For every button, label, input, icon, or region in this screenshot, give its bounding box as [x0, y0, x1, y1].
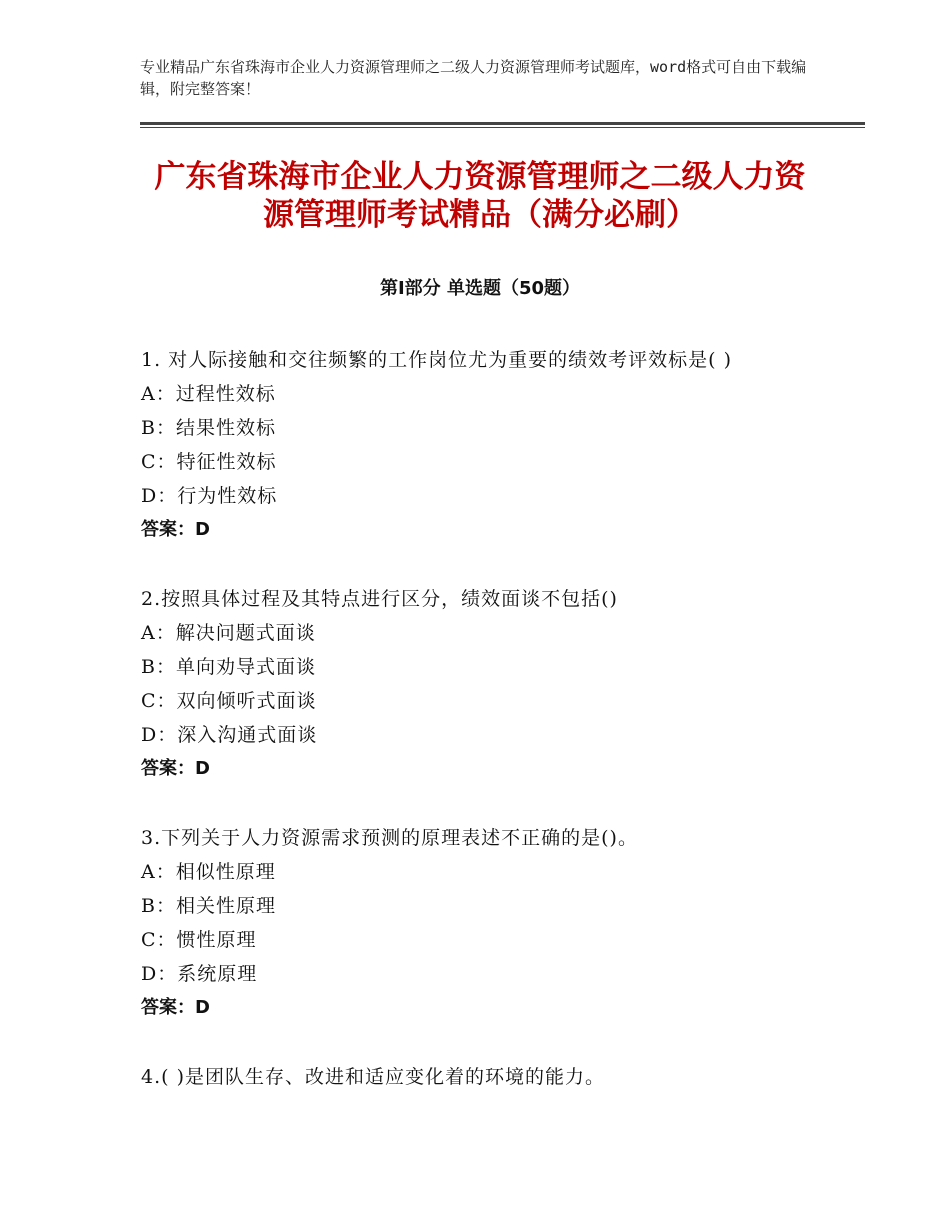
header-divider-thin — [140, 127, 865, 128]
question-stem: 3.下列关于人力资源需求预测的原理表述不正确的是()。 — [141, 827, 638, 849]
option-d: D：深入沟通式面谈 — [141, 724, 318, 746]
question-4 — [141, 1060, 841, 1094]
option-c: C：双向倾听式面谈 — [141, 690, 317, 712]
option-b: B：结果性效标 — [141, 417, 276, 439]
header-divider-thick — [140, 122, 865, 125]
answer: 答案：D — [141, 997, 210, 1018]
option-a: A：解决问题式面谈 — [141, 622, 316, 644]
option-d: D：系统原理 — [141, 963, 258, 985]
option-a: A：相似性原理 — [141, 861, 276, 883]
question-stem: 1. 对人际接触和交往频繁的工作岗位尤为重要的绩效考评效标是( ) — [141, 349, 733, 371]
question-stem: 4.( )是团队生存、改进和适应变化着的环境的能力。 — [141, 1066, 605, 1088]
option-a: A：过程性效标 — [141, 383, 276, 405]
question-3 — [141, 821, 841, 1025]
option-b: B：单向劝导式面谈 — [141, 656, 316, 678]
section-heading: 第Ⅰ部分 单选题（50题） — [379, 278, 580, 299]
option-c: C：惯性原理 — [141, 929, 257, 951]
question-1 — [141, 343, 841, 547]
option-d: D：行为性效标 — [141, 485, 278, 507]
question-list — [141, 343, 841, 1129]
document-title: 广东省珠海市企业人力资源管理师之二级人力资源管理师考试精品（满分必刷） — [154, 159, 806, 233]
answer: 答案：D — [141, 519, 210, 540]
header-note: 专业精品广东省珠海市企业人力资源管理师之二级人力资源管理师考试题库，word格式可自由下载编辑，附完整答案！ — [140, 58, 807, 98]
answer: 答案：D — [141, 758, 210, 779]
option-b: B：相关性原理 — [141, 895, 276, 917]
option-c: C：特征性效标 — [141, 451, 277, 473]
question-2 — [141, 582, 841, 786]
question-stem: 2.按照具体过程及其特点进行区分，绩效面谈不包括() — [141, 588, 618, 610]
